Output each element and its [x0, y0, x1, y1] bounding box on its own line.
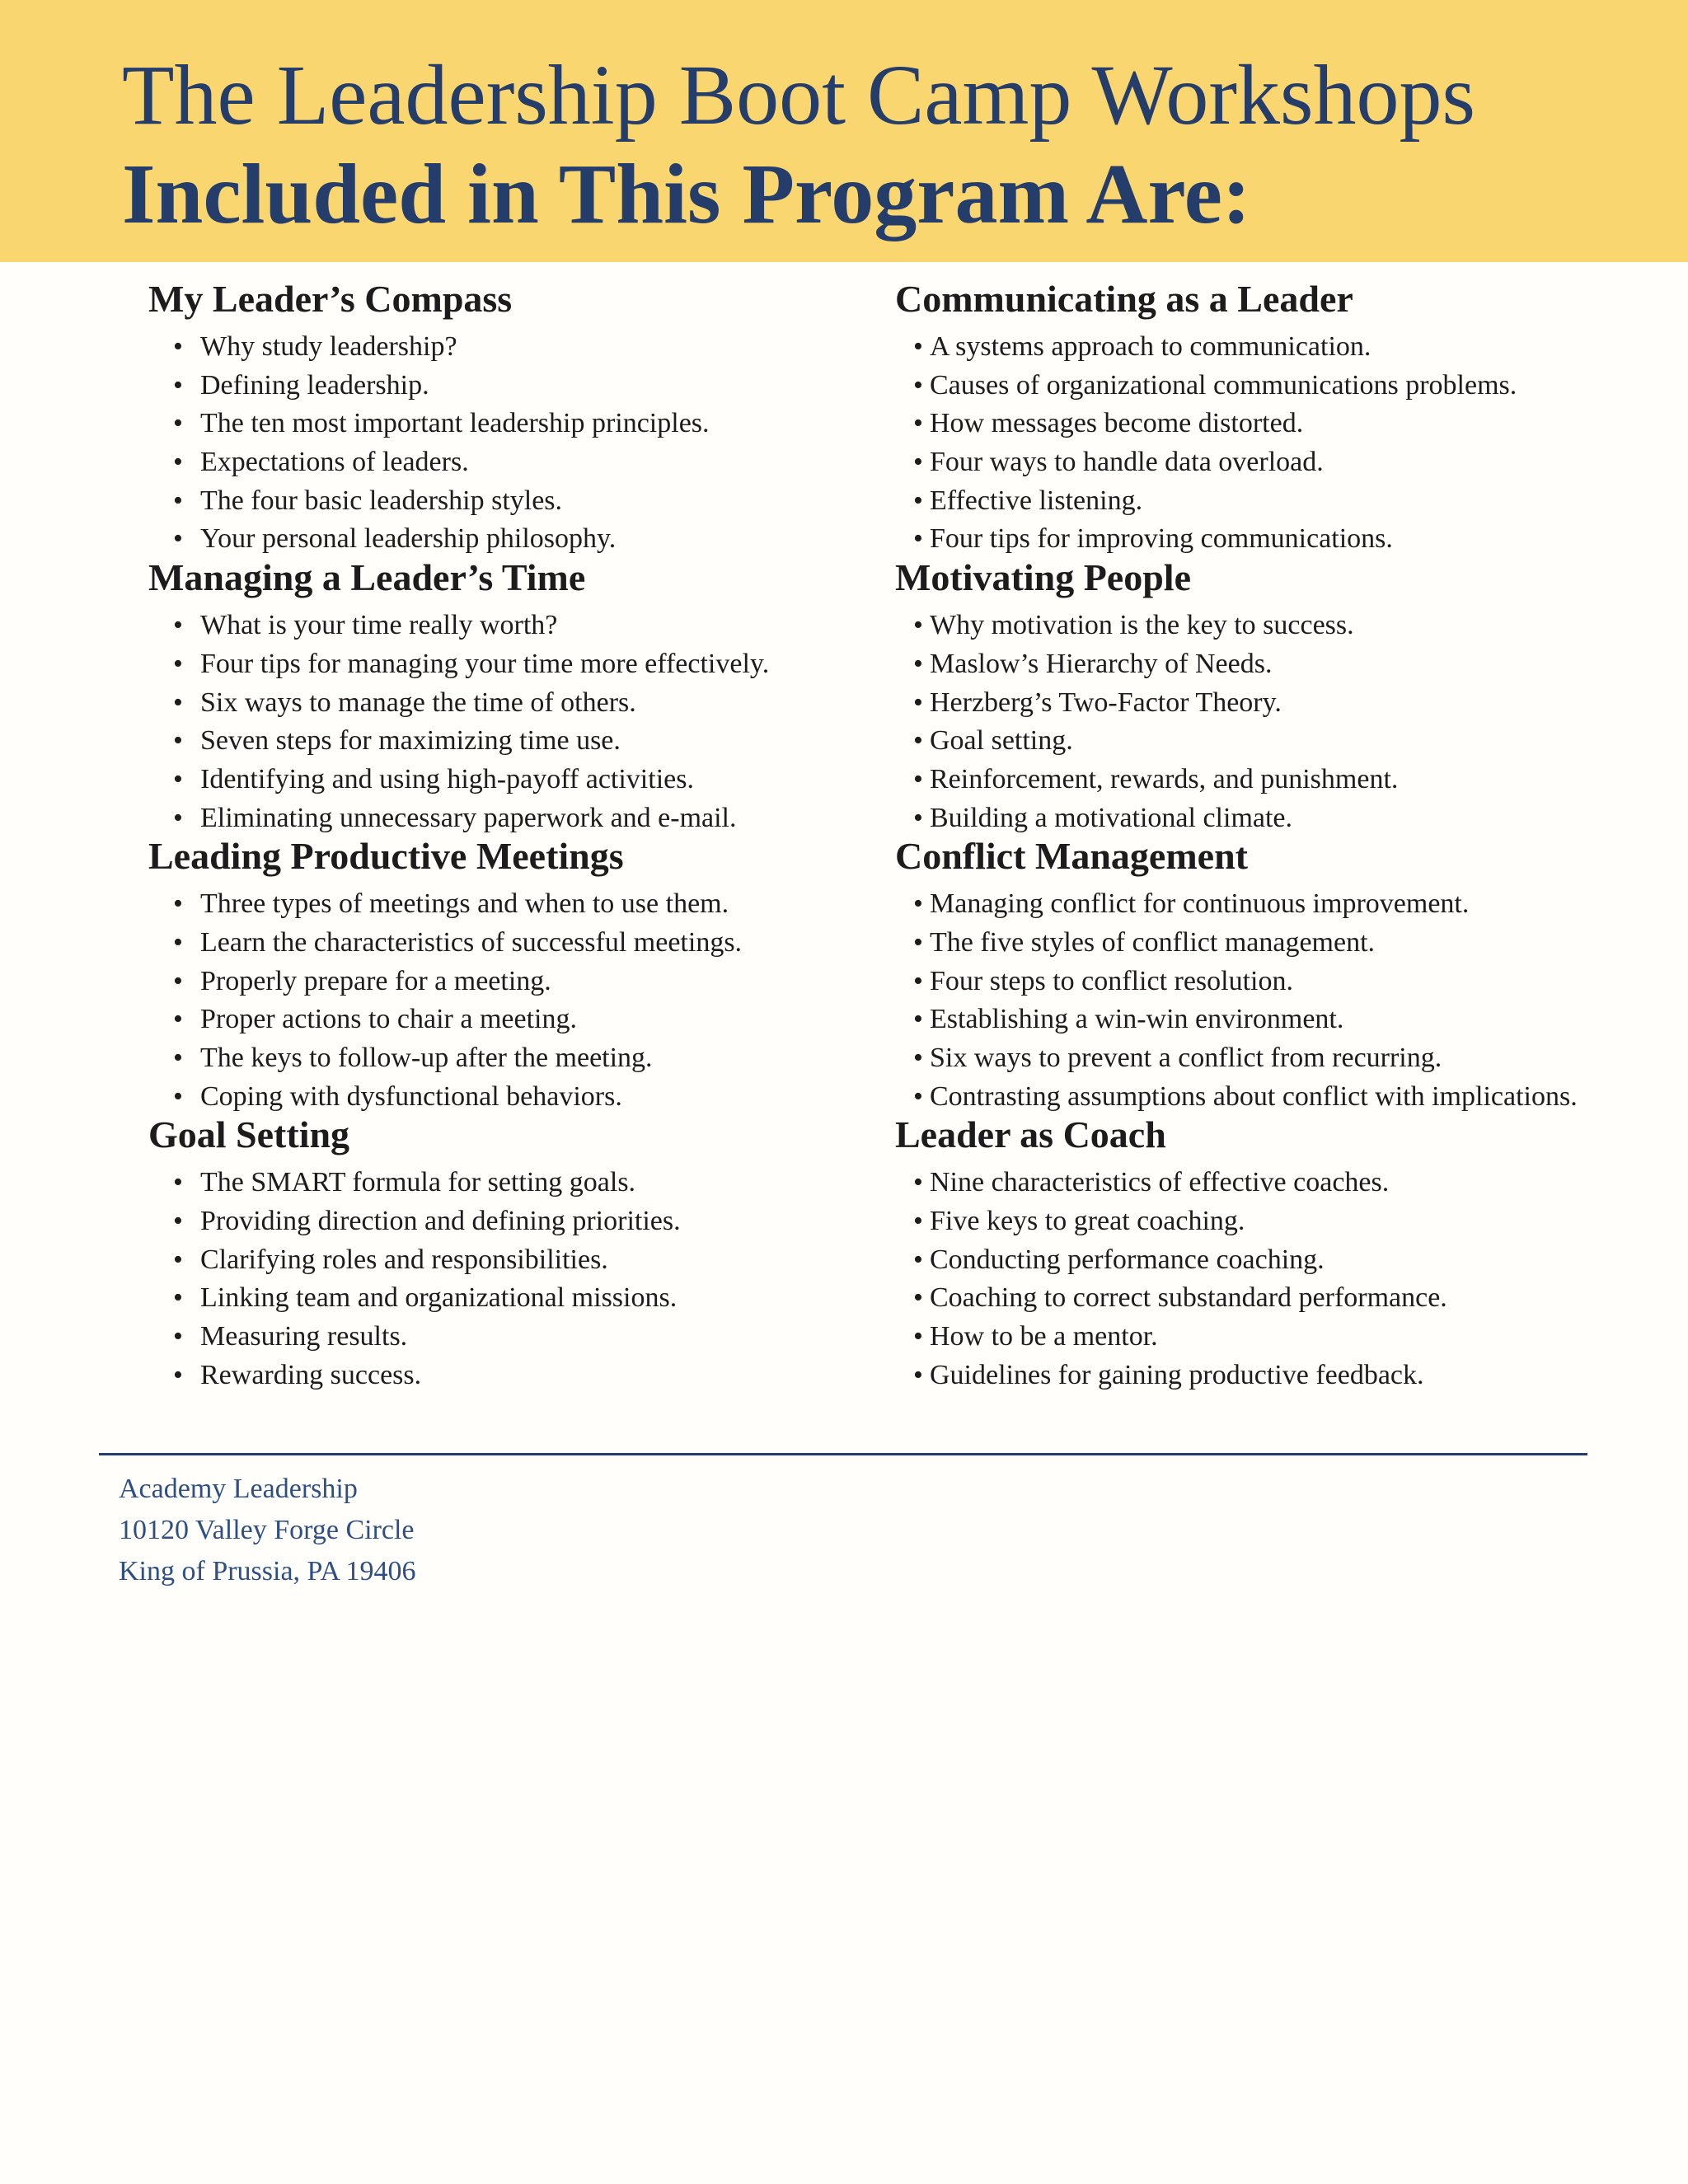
topic-text: Properly prepare for a meeting. — [200, 965, 551, 996]
topic-list-item — [148, 722, 874, 761]
topic-list — [148, 328, 874, 559]
topic-list-item — [148, 405, 874, 443]
topic-list-item — [148, 799, 874, 838]
topic-list-item — [895, 885, 1670, 924]
topic-list-item — [148, 1318, 874, 1357]
bullet-icon: • — [913, 763, 923, 794]
bullet-icon: • — [913, 888, 923, 920]
topic-text: Establishing a win-win environment. — [930, 1004, 1344, 1035]
bullet-icon: • — [173, 926, 183, 958]
workshop-section-managing-a-leaders-time — [148, 556, 874, 837]
topic-list-item — [895, 1241, 1670, 1280]
topic-text: The keys to follow-up after the meeting. — [200, 1043, 653, 1073]
bullet-icon: • — [173, 369, 183, 401]
topic-list-item — [895, 405, 1670, 443]
right-column — [895, 280, 1670, 1395]
topic-list — [895, 328, 1670, 559]
topic-text: Seven steps for maximizing time use. — [200, 725, 621, 757]
topic-list-item — [148, 607, 874, 645]
workshop-section-my-leaders-compass — [148, 280, 874, 559]
page-subtitle: Included in This Program Are: — [122, 147, 1251, 241]
page-title: The Leadership Boot Camp Workshops — [122, 48, 1475, 143]
bullet-icon: • — [913, 610, 923, 641]
topic-list — [148, 1164, 874, 1394]
left-column — [148, 280, 874, 1395]
topic-text: Reinforcement, rewards, and punishment. — [930, 763, 1399, 794]
bullet-icon: • — [173, 447, 183, 478]
topic-list-item — [895, 443, 1670, 482]
topic-list-item — [895, 1039, 1670, 1078]
bullet-icon: • — [173, 1359, 183, 1390]
topic-text: A systems approach to communication. — [930, 331, 1372, 362]
topic-text: Goal setting. — [930, 725, 1073, 757]
topic-text: Eliminating unnecessary paperwork and e-mail. — [200, 802, 737, 833]
topic-list-item — [148, 1279, 874, 1318]
workshop-section-leading-productive-meetings — [148, 837, 874, 1116]
address-line-street: 10120 Valley Forge Circle — [119, 1515, 415, 1545]
topic-text: How to be a mentor. — [930, 1321, 1158, 1352]
topic-list-item — [895, 607, 1670, 645]
bullet-icon: • — [913, 331, 923, 362]
topic-list-item — [148, 1357, 874, 1395]
topic-list-item — [148, 684, 874, 723]
topic-list-item — [148, 1202, 874, 1241]
topic-list-item — [148, 1039, 874, 1078]
topic-list-item — [895, 1001, 1670, 1039]
topic-list-item — [895, 684, 1670, 723]
topic-text: Nine characteristics of effective coaches. — [930, 1167, 1390, 1198]
topic-text: Why motivation is the key to success. — [930, 610, 1354, 641]
bullet-icon: • — [173, 888, 183, 920]
bullet-icon: • — [913, 523, 923, 555]
topic-text: Effective listening. — [930, 485, 1143, 516]
topic-text: Six ways to manage the time of others. — [200, 687, 636, 718]
topic-list-item — [148, 367, 874, 405]
bullet-icon: • — [913, 1206, 923, 1237]
bullet-icon: • — [913, 1321, 923, 1352]
topic-list-item — [148, 1001, 874, 1039]
bullet-icon: • — [913, 648, 923, 679]
topic-list-item — [895, 482, 1670, 521]
bullet-icon: • — [173, 523, 183, 555]
section-heading: Leader as Coach — [895, 1113, 1166, 1156]
topic-list-item — [895, 761, 1670, 799]
topic-text: Four steps to conflict resolution. — [930, 965, 1294, 996]
bullet-icon: • — [173, 1321, 183, 1352]
topic-text: Contrasting assumptions about conflict with implications. — [930, 1080, 1578, 1112]
topic-list-item — [148, 482, 874, 521]
workshop-section-motivating-people — [895, 556, 1670, 837]
bullet-icon: • — [913, 725, 923, 757]
topic-list-item — [895, 1357, 1670, 1395]
bullet-icon: • — [173, 1282, 183, 1314]
topic-list-item — [895, 1164, 1670, 1202]
topic-list — [148, 607, 874, 837]
topic-text: How messages become distorted. — [930, 408, 1304, 439]
topic-text: Rewarding success. — [200, 1359, 422, 1390]
topic-text: Conducting performance coaching. — [930, 1244, 1325, 1275]
bullet-icon: • — [913, 1004, 923, 1035]
topic-list — [895, 885, 1670, 1116]
bullet-icon: • — [913, 687, 923, 718]
topic-list-item — [148, 1078, 874, 1117]
topic-text: Maslow’s Hierarchy of Needs. — [930, 648, 1273, 679]
topic-list-item — [895, 645, 1670, 684]
bullet-icon: • — [173, 1206, 183, 1237]
bullet-icon: • — [173, 331, 183, 362]
bullet-icon: • — [173, 1167, 183, 1198]
bullet-icon: • — [913, 1359, 923, 1390]
section-heading: Managing a Leader’s Time — [148, 556, 586, 599]
bullet-icon: • — [913, 447, 923, 478]
header-banner — [0, 0, 1688, 262]
bullet-icon: • — [173, 408, 183, 439]
bullet-icon: • — [173, 1244, 183, 1275]
workshop-section-leader-as-coach — [895, 1113, 1670, 1394]
topic-list-item — [148, 520, 874, 559]
topic-text: The five styles of conflict management. — [930, 926, 1376, 958]
topic-text: Four tips for improving communications. — [930, 523, 1393, 555]
bullet-icon: • — [173, 610, 183, 641]
bullet-icon: • — [173, 802, 183, 833]
topic-list-item — [148, 443, 874, 482]
topic-text: Clarifying roles and responsibilities. — [200, 1244, 608, 1275]
topic-list-item — [895, 924, 1670, 963]
topic-text: Five keys to great coaching. — [930, 1206, 1245, 1237]
topic-text: Herzberg’s Two-Factor Theory. — [930, 687, 1282, 718]
bullet-icon: • — [913, 1043, 923, 1073]
section-heading: Conflict Management — [895, 835, 1248, 878]
section-heading: Leading Productive Meetings — [148, 835, 624, 878]
topic-text: Four ways to handle data overload. — [930, 447, 1324, 478]
bullet-icon: • — [173, 1004, 183, 1035]
topic-list-item — [148, 1241, 874, 1280]
section-heading: Communicating as a Leader — [895, 278, 1353, 320]
topic-text: Your personal leadership philosophy. — [200, 523, 617, 555]
topic-text: Six ways to prevent a conflict from recurring. — [930, 1043, 1442, 1073]
topic-list-item — [148, 328, 874, 367]
bullet-icon: • — [173, 485, 183, 516]
topic-text: Building a motivational climate. — [930, 802, 1293, 833]
footer-divider — [99, 1453, 1587, 1455]
workshop-section-communicating-as-a-leader — [895, 280, 1670, 559]
bullet-icon: • — [173, 763, 183, 794]
topic-list-item — [895, 799, 1670, 838]
topic-list — [148, 885, 874, 1116]
topic-text: Coping with dysfunctional behaviors. — [200, 1080, 622, 1112]
bullet-icon: • — [913, 1244, 923, 1275]
topic-list-item — [148, 963, 874, 1001]
footer-address — [119, 1469, 416, 1592]
topic-text: The four basic leadership styles. — [200, 485, 563, 516]
topic-list-item — [148, 1164, 874, 1202]
topic-text: Four tips for managing your time more effectively. — [200, 648, 770, 679]
workshop-section-conflict-management — [895, 837, 1670, 1116]
topic-text: Providing direction and defining priorities. — [200, 1206, 681, 1237]
bullet-icon: • — [913, 485, 923, 516]
topic-text: Causes of organizational communications problems. — [930, 369, 1517, 401]
topic-text: The SMART formula for setting goals. — [200, 1167, 636, 1198]
topic-list-item — [895, 1202, 1670, 1241]
topic-text: What is your time really worth? — [200, 610, 558, 641]
topic-text: Linking team and organizational missions. — [200, 1282, 678, 1314]
topic-list-item — [895, 520, 1670, 559]
bullet-icon: • — [913, 1282, 923, 1314]
topic-text: Coaching to correct substandard performance. — [930, 1282, 1447, 1314]
bullet-icon: • — [173, 1080, 183, 1112]
bullet-icon: • — [913, 1167, 923, 1198]
topic-list-item — [148, 924, 874, 963]
workshop-section-goal-setting — [148, 1113, 874, 1394]
bullet-icon: • — [913, 802, 923, 833]
bullet-icon: • — [173, 687, 183, 718]
topic-text: Three types of meetings and when to use them. — [200, 888, 729, 920]
bullet-icon: • — [173, 725, 183, 757]
topic-list — [895, 1164, 1670, 1394]
topic-text: Identifying and using high-payoff activities. — [200, 763, 694, 794]
topic-list-item — [895, 1279, 1670, 1318]
topic-list-item — [895, 963, 1670, 1001]
topic-text: Learn the characteristics of successful meetings. — [200, 926, 743, 958]
topic-list — [895, 607, 1670, 837]
topic-list-item — [895, 328, 1670, 367]
topic-list-item — [895, 367, 1670, 405]
topic-list-item — [148, 761, 874, 799]
section-heading: My Leader’s Compass — [148, 278, 513, 320]
topic-list-item — [148, 885, 874, 924]
bullet-icon: • — [173, 648, 183, 679]
topic-text: Managing conflict for continuous improvement. — [930, 888, 1470, 920]
topic-text: Expectations of leaders. — [200, 447, 469, 478]
address-line-organization: Academy Leadership — [119, 1474, 358, 1504]
bullet-icon: • — [173, 965, 183, 996]
topic-text: Why study leadership? — [200, 331, 457, 362]
topic-text: Measuring results. — [200, 1321, 408, 1352]
bullet-icon: • — [913, 926, 923, 958]
topic-list-item — [148, 645, 874, 684]
topic-text: Proper actions to chair a meeting. — [200, 1004, 577, 1035]
topic-text: Guidelines for gaining productive feedback. — [930, 1359, 1424, 1390]
section-heading: Motivating People — [895, 556, 1191, 599]
section-heading: Goal Setting — [148, 1113, 350, 1156]
topic-text: The ten most important leadership principles. — [200, 408, 710, 439]
bullet-icon: • — [913, 369, 923, 401]
topic-list-item — [895, 1078, 1670, 1117]
topic-list-item — [895, 722, 1670, 761]
bullet-icon: • — [173, 1043, 183, 1073]
topic-list-item — [895, 1318, 1670, 1357]
bullet-icon: • — [913, 408, 923, 439]
address-line-city: King of Prussia, PA 19406 — [119, 1556, 416, 1586]
bullet-icon: • — [913, 965, 923, 996]
topic-text: Defining leadership. — [200, 369, 429, 401]
bullet-icon: • — [913, 1080, 923, 1112]
